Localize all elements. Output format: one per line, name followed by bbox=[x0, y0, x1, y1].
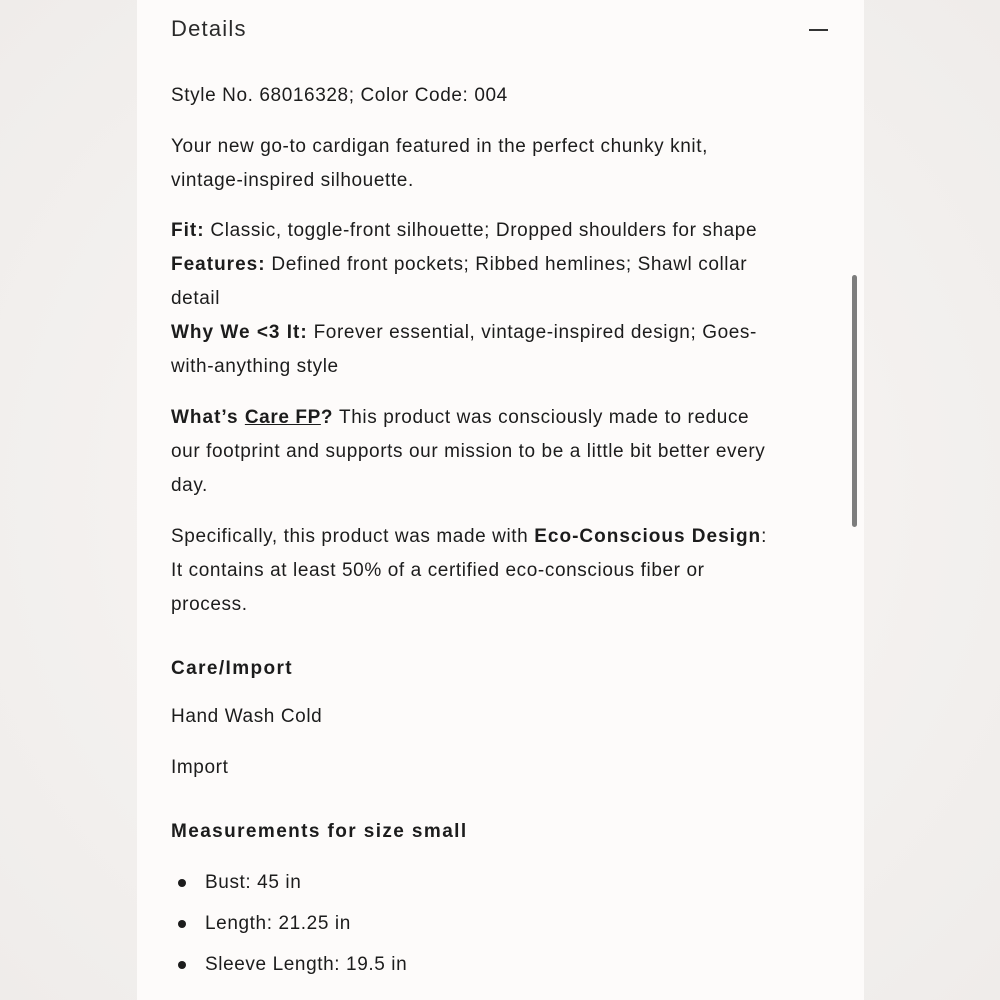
scrollbar-thumb[interactable] bbox=[852, 275, 857, 527]
fit-label: Fit: bbox=[171, 220, 205, 241]
features-line bbox=[171, 248, 747, 282]
care-wash-instruction: Hand Wash Cold bbox=[171, 706, 323, 727]
import-origin: Import bbox=[171, 757, 229, 778]
eco-line-2: It contains at least 50% of a certified eco-conscious fiber or bbox=[171, 560, 705, 581]
why-text: Forever essential, vintage-inspired design; Goes- bbox=[307, 322, 757, 343]
eco-line bbox=[171, 520, 767, 554]
care-fp-label-suffix: ? bbox=[320, 407, 334, 428]
bullet-icon bbox=[178, 879, 186, 887]
description-line-2: vintage-inspired silhouette. bbox=[171, 170, 414, 191]
bullet-icon bbox=[178, 920, 186, 928]
measurement-bust: Bust: 45 in bbox=[205, 872, 302, 893]
fit-line bbox=[171, 214, 757, 248]
bullet-icon bbox=[178, 961, 186, 969]
style-number: Style No. 68016328; Color Code: 004 bbox=[171, 85, 508, 106]
fit-text: Classic, toggle-front silhouette; Dropped shoulders for shape bbox=[204, 220, 758, 241]
why-label: Why We <3 It: bbox=[171, 322, 308, 343]
care-fp-line bbox=[171, 401, 749, 435]
features-label: Features: bbox=[171, 254, 266, 275]
eco-prefix: Specifically, this product was made with bbox=[171, 526, 535, 547]
eco-suffix: : bbox=[761, 526, 768, 547]
care-fp-line-2: our footprint and supports our mission to be a little bit better every bbox=[171, 441, 766, 462]
care-import-heading: Care/Import bbox=[171, 658, 294, 679]
care-fp-line-3: day. bbox=[171, 475, 208, 496]
why-line-2: with-anything style bbox=[171, 356, 339, 377]
features-text: Defined front pockets; Ribbed hemlines; Shawl collar bbox=[265, 254, 748, 275]
minus-icon[interactable] bbox=[808, 18, 830, 40]
care-fp-link[interactable]: Care FP bbox=[244, 407, 321, 428]
details-title: Details bbox=[171, 16, 247, 41]
measurement-sleeve-length: Sleeve Length: 19.5 in bbox=[205, 954, 408, 975]
eco-line-3: process. bbox=[171, 594, 248, 615]
care-fp-label-prefix: What’s bbox=[171, 407, 245, 428]
description-line-1: Your new go-to cardigan featured in the perfect chunky knit, bbox=[171, 136, 708, 157]
details-accordion-header[interactable] bbox=[171, 0, 831, 60]
eco-design-label: Eco-Conscious Design bbox=[534, 526, 762, 547]
measurement-length: Length: 21.25 in bbox=[205, 913, 351, 934]
why-line bbox=[171, 316, 757, 350]
care-fp-text: This product was consciously made to reduce bbox=[333, 407, 750, 428]
measurements-heading: Measurements for size small bbox=[171, 821, 468, 842]
minus-icon-bar bbox=[809, 29, 828, 31]
features-line-2: detail bbox=[171, 288, 221, 309]
product-details-panel bbox=[137, 0, 864, 1000]
